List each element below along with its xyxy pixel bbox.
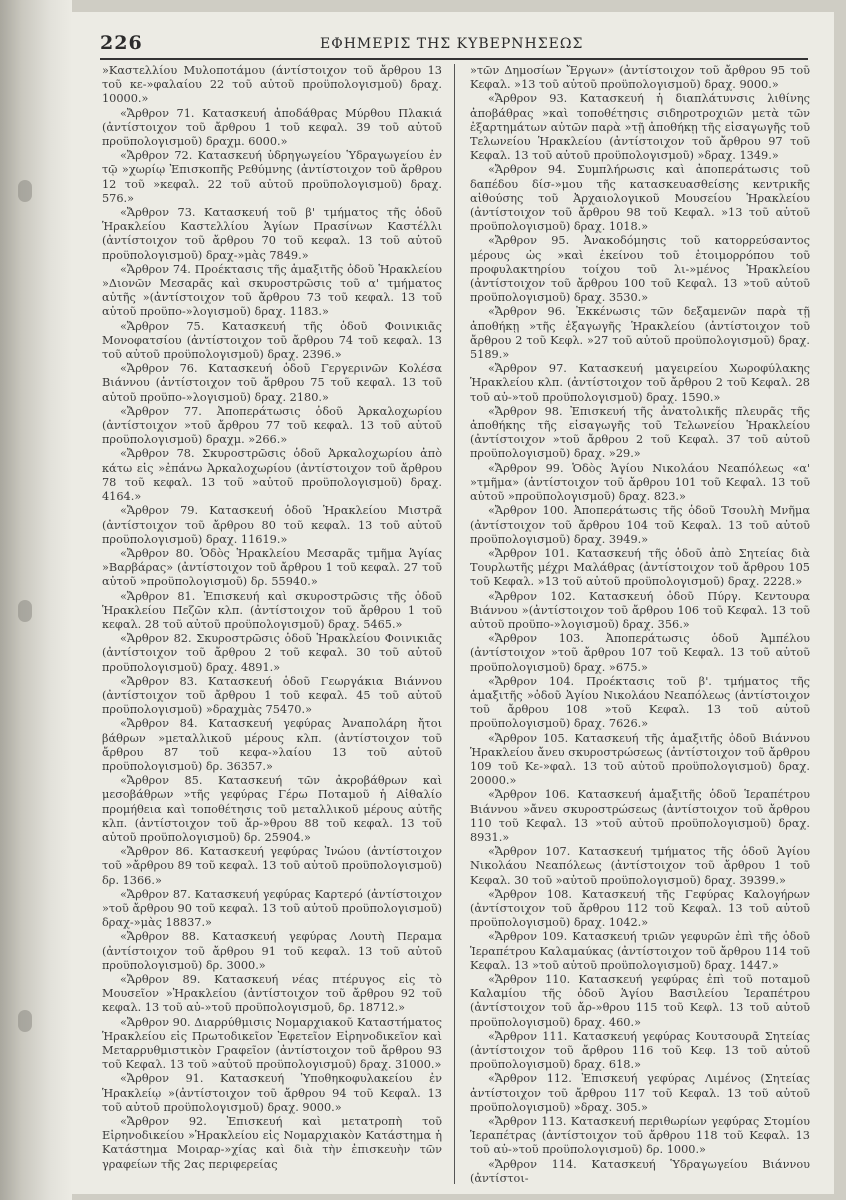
article-paragraph: «Ἄρθρον 86. Κατασκευή γεφύρας Ἰνώου (ἀντίστοιχον τοῦ »ἄρθρου 89 τοῦ κεφαλ. 13 τοῦ αὐτοῦ προϋπολογισμοῦ) δρ. 1366.» [102, 845, 442, 887]
article-paragraph: «Ἄρθρον 78. Σκυροστρῶσις ὁδοῦ Ἀρκαλοχωρίου ἀπὸ κάτω εἰς »ἐπάνω Ἀρκαλοχωρίου (ἀντίστοιχον τοῦ ἄρθρου 78 τοῦ κεφαλ. 13 τοῦ »αὐτοῦ προϋπολογισμοῦ) δραχ. 4164.» [102, 447, 442, 504]
article-paragraph: «Ἄρθρον 82. Σκυροστρῶσις ὁδοῦ Ἡρακλείου Φοινικιᾶς (ἀντίστοιχον τοῦ ἄρθρου 2 τοῦ κεφαλ. 30 τοῦ αὐτοῦ προϋπολογισμοῦ) δραχ. 4891.» [102, 632, 442, 674]
article-paragraph: «Ἄρθρον 107. Κατασκευή τμήματος τῆς ὁδοῦ Ἁγίου Νικολάου Νεαπόλεως (ἀντίστοιχον τοῦ ἄρθρου 1 τοῦ Κεφαλ. 30 τοῦ »αὐτοῦ προϋπολογισμοῦ) δραχ. 39399.» [470, 845, 810, 887]
article-paragraph: «Ἄρθρον 102. Κατασκευή ὁδοῦ Πύργ. Κεντουρα Βιάννου »(ἀντίστοιχον τοῦ ἄρθρου 106 τοῦ Κεφαλ. 13 τοῦ αὐτοῦ προϋπο-»λογισμοῦ) δραχ. 356.» [470, 589, 810, 631]
article-paragraph: «Ἄρθρον 105. Κατασκευή τῆς ἁμαξιτῆς ὁδοῦ Βιάννου Ἡρακλείου ἄνευ σκυροστρώσεως (ἀντίστοιχον τοῦ ἄρθρου 109 τοῦ Κε-»φαλ. 13 τοῦ αὐτοῦ προϋπολογισμοῦ) δραχ. 20000.» [470, 731, 810, 788]
article-paragraph: «Ἄρθρον 108. Κατασκευή τῆς Γεφύρας Καλογήρων (ἀντίστοιχον τοῦ ἄρθρου 112 τοῦ Κεφαλ. 13 τοῦ αὐτοῦ προϋπολογισμοῦ) δραχ. 1042.» [470, 887, 810, 930]
article-paragraph: «Ἄρθρον 100. Ἀποπεράτωσις τῆς ὁδοῦ Τσουλὴ Μνῆμα (ἀντίστοιχον τοῦ ἄρθρου 104 τοῦ Κεφαλ. 13 τοῦ αὐτοῦ προϋπολογισμοῦ) δραχ. 3949.» [470, 504, 810, 546]
article-paragraph: «Ἄρθρον 89. Κατασκευή νέας πτέρυγος εἰς τὸ Μουσεῖον »Ἡρακλείου (ἀντίστοιχον τοῦ ἄρθρου 92 τοῦ κεφαλ. 13 τοῦ αὐ-»τοῦ προϋπολογισμοῦ, δρ. 18712.» [102, 973, 442, 1015]
article-paragraph: «Ἄρθρον 76. Κατασκευή ὁδοῦ Γεργερινῶν Κολέσα Βιάννου (ἀντίστοιχον τοῦ ἄρθρου 75 τοῦ κεφαλ. 13 τοῦ αὐτοῦ προϋπο-»λογισμοῦ) δραχ. 2180.» [102, 362, 442, 404]
article-paragraph: «Ἄρθρον 98. Ἐπισκευή τῆς ἀνατολικῆς πλευρᾶς τῆς ἀποθήκης τῆς εἰσαγωγῆς τοῦ Τελωνείου Ἡρακλείου (ἀντίστοιχον »τοῦ ἄρθρου 2 τοῦ Κεφαλ. 37 τοῦ αὐτοῦ προϋπολογισμοῦ) δραχ. »29.» [470, 404, 810, 461]
article-paragraph: «Ἄρθρον 79. Κατασκευή ὁδοῦ Ἡρακλείου Μιστρᾶ (ἀντίστοιχον τοῦ ἄρθρου 80 τοῦ κεφαλ. 13 τοῦ αὐτοῦ προϋπολογισμοῦ) δραχ. 11619.» [102, 504, 442, 546]
article-paragraph: «Ἄρθρον 75. Κατασκευή τῆς ὁδοῦ Φοινικιᾶς Μονοφατσίου (ἀντίστοιχον τοῦ ἄρθρου 74 τοῦ κεφαλ. 13 τοῦ αὐτοῦ προϋπολογισμοῦ) δραχ. 2396.» [102, 319, 442, 362]
running-title: ΕΦΗΜΕΡΙΣ ΤΗΣ ΚΥΒΕΡΝΗΣΕΩΣ [320, 36, 584, 52]
article-paragraph: «Ἄρθρον 113. Κατασκευή περιθωρίων γεφύρας Στομίου Ἱεραπέτρας (ἀντίστοιχον τοῦ ἄρθρου 118 τοῦ Κεφαλ. 13 τοῦ αὐ-»τοῦ προϋπολογισμοῦ) δρ. 1000.» [470, 1115, 810, 1157]
article-paragraph: «Ἄρθρον 112. Ἐπισκευή γεφύρας Λιμένος (Σητείας ἀντίστοιχον τοῦ ἄρθρου 117 τοῦ Κεφαλ. 13 τοῦ αὐτοῦ προϋπολογισμοῦ) »δραχ. 305.» [470, 1072, 810, 1114]
article-paragraph: «Ἄρθρον 72. Κατασκευή ὑδρηγωγείου Ὑδραγωγείου ἐν τῷ »χωρίῳ Ἐπισκοπῆς Ρεθύμνης (ἀντίστοιχον τοῦ ἄρθρου 12 τοῦ »κεφαλ. 22 τοῦ αὐτοῦ προϋπολογισμοῦ) δραχ. 576.» [102, 149, 442, 205]
article-paragraph: «Ἄρθρον 109. Κατασκευή τριῶν γεφυρῶν ἐπὶ τῆς ὁδοῦ Ἱεραπέτρου Καλαμαύκας (ἀντίστοιχον τοῦ ἄρθρου 114 τοῦ Κεφαλ. 13 »τοῦ αὐτοῦ προϋπολογισμοῦ) δραχ. 1447.» [470, 930, 810, 972]
article-paragraph: «Ἄρθρον 95. Ἀνακοδόμησις τοῦ κατορρεύσαντος μέρους ὡς »καὶ ἐκείνου τοῦ ἑτοιμορρόπου τοῦ προφυλακτηρίου τοίχου τοῦ λι-»μένος Ἡρακλείου (ἀντίστοιχον τοῦ ἄρθρου 100 τοῦ Κεφαλ. 13 »τοῦ αὐτοῦ προϋπολογισμοῦ) δραχ. 3530.» [470, 234, 810, 305]
binding-hole [18, 1010, 32, 1032]
binding-hole [18, 600, 32, 622]
article-paragraph: «Ἄρθρον 114. Κατασκευή Ὑδραγωγείου Βιάννου (ἀντίστοι- [470, 1157, 810, 1185]
column-divider [454, 64, 455, 1184]
article-paragraph: «Ἄρθρον 85. Κατασκευή τῶν ἀκροβάθρων καὶ μεσοβάθρων »τῆς γεφύρας Γέρω Ποταμοῦ ἡ Αἰθαλίο προμήθεια καὶ τοποθέτησις τοῦ μεταλλικοῦ μέρους αὐτῆς κλπ. (ἀντίστοιχον τοῦ ἄρ-»θρου 88 τοῦ κεφαλ. 13 τοῦ αὐτοῦ προϋπολογισμοῦ) δρ. 25904.» [102, 774, 442, 844]
article-paragraph: «Ἄρθρον 74. Προέκτασις τῆς ἁμαξιτῆς ὁδοῦ Ἡρακλείου »Διονῶν Μεσαρᾶς καὶ σκυροστρῶσις τοῦ α' τμήματος αὐτῆς »(ἀντίστοιχον τοῦ ἄρθρου 73 τοῦ κεφαλ. 13 τοῦ αὐτοῦ προϋπο-»λογισμοῦ) δραχ. 1183.» [102, 262, 442, 319]
page-binding-edge [0, 0, 72, 1200]
article-paragraph: «Ἄρθρον 84. Κατασκευή γεφύρας Ἀναπολάρη ἤτοι βάθρων »μεταλλικοῦ μέρους κλπ. (ἀντίστοιχον τοῦ ἄρθρου 87 τοῦ κεφα-»λαίου 13 τοῦ αὐτοῦ προϋπολογισμοῦ) δρ. 36357.» [102, 717, 442, 773]
gazette-page [72, 12, 834, 1194]
article-paragraph: «Ἄρθρον 110. Κατασκευή γεφύρας ἐπὶ τοῦ ποταμοῦ Καλαμίου τῆς ὁδοῦ Ἁγίου Βασιλείου Ἱεραπέτρου (ἀντίστοιχον τοῦ ἄρ-»θρου 115 τοῦ Κεφλ. 13 τοῦ αὐτοῦ προϋπολογισμοῦ) δραχ. 460.» [470, 973, 810, 1029]
article-paragraph: «Ἄρθρον 90. Διαρρύθμισις Νομαρχιακοῦ Καταστήματος Ἡρακλείου εἰς Πρωτοδικεῖον Ἐφετεῖον Εἰρηνοδικεῖον καὶ Μεταρρυθμιστικὸν Γραφεῖον (ἀντίστοιχον τοῦ ἄρθρου 93 τοῦ Κεφαλ. 13 τοῦ »αὐτοῦ προϋπολογισμοῦ) δραχ. 31000.» [102, 1015, 442, 1072]
article-paragraph: «Ἄρθρον 80. Ὁδὸς Ἡρακλείου Μεσαρᾶς τμῆμα Ἁγίας »Βαρβάρας» (ἀντίστοιχον τοῦ ἄρθρου 1 τοῦ κεφαλ. 27 τοῦ αὐτοῦ »προϋπολογισμοῦ) δρ. 55940.» [102, 546, 442, 589]
article-paragraph: »Καστελλίου Μυλοποτάμου (άντίστοιχον τοῦ ἄρθρου 13 τοῦ κε-»φαλαίου 22 τοῦ αὐτοῦ προϋπολογισμοῦ) δραχ. 10000.» [102, 64, 442, 106]
article-paragraph: «Ἄρθρον 97. Κατασκευή μαγειρείου Χωροφύλακης Ἡρακλείου κλπ. (ἀντίστοιχον τοῦ ἄρθρου 2 τοῦ Κεφαλ. 28 τοῦ αὐ-»τοῦ προϋπολογισμοῦ) δραχ. 1590.» [470, 362, 810, 404]
page-header [100, 28, 808, 60]
binding-hole [18, 180, 32, 202]
article-paragraph: «Ἄρθρον 106. Κατασκευή ἁμαξιτῆς ὁδοῦ Ἱεραπέτρου Βιάννου »ἄνευ σκυροστρώσεως (ἀντίστοιχον τοῦ ἄρθρου 110 τοῦ Κεφαλ. 13 »τοῦ αὐτοῦ προϋπολογισμοῦ) δραχ. 8931.» [470, 788, 810, 844]
article-paragraph: «Ἄρθρον 94. Συμπλήρωσις καὶ ἀποπεράτωσις τοῦ δαπέδου δίσ-»μου τῆς κατασκευασθείσης κεντρικῆς αἰθούσης τοῦ Ἀρχαιολογικοῦ Μουσείου Ἡρακλείου (ἀντίστοιχον τοῦ ἄρθρου 98 τοῦ Κεφαλ. »13 τοῦ αὐτοῦ προϋπολογισμοῦ) δραχ. 1018.» [470, 163, 810, 234]
article-paragraph: «Ἄρθρον 101. Κατασκευή τῆς ὁδοῦ ἀπὸ Σητείας διὰ Τουρλωτῆς μέχρι Μαλάθρας (ἀντίστοιχον τοῦ ἄρθρου 105 τοῦ Κεφαλ. »13 τοῦ αὐτοῦ προϋπολογισμοῦ) δραχ. 2228.» [470, 546, 810, 589]
article-paragraph: «Ἄρθρον 92. Ἐπισκευή καὶ μετατροπὴ τοῦ Εἰρηνοδικείου »Ἡρακλείου εἰς Νομαρχιακὸν Κατάστημα ἡ Κατάστημα Μοιραρ-»χίας καὶ διὰ τὴν ἐπισκευὴν τῶν γραφείων τῆς 2ας περιφερείας [102, 1115, 442, 1171]
article-paragraph: «Ἄρθρον 103. Ἀποπεράτωσις ὁδοῦ Ἀμπέλου (ἀντίστοιχον »τοῦ ἄρθρου 107 τοῦ Κεφαλ. 13 τοῦ αὐτοῦ προϋπολογισμοῦ) δραχ. »675.» [470, 632, 810, 674]
article-paragraph: «Ἄρθρον 96. Ἐκκένωσις τῶν δεξαμενῶν παρὰ τῇ ἀποθήκῃ »τῆς ἐξαγωγῆς Ἡρακλείου (ἀντίστοιχον τοῦ ἄρθρου 2 τοῦ Κεφλ. »27 τοῦ αὐτοῦ προϋπολογισμοῦ) δραχ. 5189.» [470, 305, 810, 362]
article-paragraph: «Ἄρθρον 93. Κατασκευή ἡ διαπλάτυνσις λιθίνης ἀποβάθρας »καὶ τοποθέτησις σιδηροτροχιῶν μετὰ τῶν ἐξαρτημάτων αὐτῶν παρὰ »τῇ ἀποθήκῃ τῆς εἰσαγωγῆς τοῦ Τελωνείου Ἡρακλείου (ἀντίστοιχον τοῦ ἄρθρου 97 τοῦ Κεφαλ. 13 τοῦ αὐτοῦ προϋπολογισμοῦ) »δραχ. 1349.» [470, 92, 810, 163]
article-paragraph: «Ἄρθρον 77. Ἀποπεράτωσις ὁδοῦ Ἀρκαλοχωρίου (ἀντίστοιχον »τοῦ ἄρθρου 77 τοῦ κεφαλ. 13 τοῦ αὐτοῦ προϋπολογισμοῦ) δραχμ. »266.» [102, 404, 442, 447]
article-paragraph: «Ἄρθρον 99. Ὁδὸς Ἁγίου Νικολάου Νεαπόλεως «α' »τμῆμα» (ἀντίστοιχον τοῦ ἄρθρου 101 τοῦ Κεφαλ. 13 τοῦ αὐτοῦ »προϋπολογισμοῦ) δραχ. 823.» [470, 461, 810, 504]
left-column [102, 64, 442, 1188]
article-paragraph: «Ἄρθρον 71. Κατασκευή ἀποδάθρας Μύρθου Πλακιά (ἀντίστοιχον τοῦ ἄρθρου 1 τοῦ κεφαλ. 39 τοῦ αὐτοῦ προϋπολογισμοῦ) δραχμ. 6000.» [102, 106, 442, 149]
right-column [470, 64, 810, 1188]
article-paragraph: «Ἄρθρον 111. Κατασκευή γεφύρας Κουτσουρᾶ Σητείας (ἀντίστοιχον τοῦ ἄρθρου 116 τοῦ Κεφ. 13 τοῦ αὐτοῦ προϋπολογισμοῦ) δραχ. 618.» [470, 1029, 810, 1072]
article-paragraph: «Ἄρθρον 88. Κατασκευή γεφύρας Λουτὴ Περαμα (ἀντίστοιχον τοῦ ἄρθρου 91 τοῦ κεφαλ. 13 τοῦ αὐτοῦ προϋπολογισμοῦ) δρ. 3000.» [102, 930, 442, 972]
article-paragraph: «Ἄρθρον 91. Κατασκευή Ὑποθηκοφυλακείου ἐν Ἡρακλείῳ »(ἀντίστοιχον τοῦ ἄρθρου 94 τοῦ Κεφαλ. 13 τοῦ αὐτοῦ προϋπολογισμοῦ) δραχ. 9000.» [102, 1072, 442, 1114]
article-paragraph: »τῶν Δημοσίων Ἔργων» (ἀντίστοιχον τοῦ ἄρθρου 95 τοῦ Κεφαλ. »13 τοῦ αὐτοῦ προϋπολογισμοῦ) δραχ. 9000.» [470, 64, 810, 92]
article-paragraph: «Ἄρθρον 104. Προέκτασις τοῦ β'. τμήματος τῆς ἁμαξιτῆς »ὁδοῦ Ἁγίου Νικολάου Νεαπόλεως (ἀντίστοιχον τοῦ ἄρθρου 108 »τοῦ Κεφαλ. 13 τοῦ αὐτοῦ προϋπολογισμοῦ) δραχ. 7626.» [470, 674, 810, 731]
article-paragraph: «Ἄρθρον 87. Κατασκευή γεφύρας Καρτερό (ἀντίστοιχον »τοῦ ἄρθρου 90 τοῦ κεφαλ. 13 τοῦ αὐτοῦ προϋπολογισμοῦ) δραχ-»μὰς 18837.» [102, 887, 442, 930]
article-paragraph: «Ἄρθρον 81. Ἐπισκευή καὶ σκυροστρῶσις τῆς ὁδοῦ Ἡρακλείου Πεζῶν κλπ. (ἀντίστοιχον τοῦ ἄρθρου 1 τοῦ κεφαλ. 28 τοῦ αὐτοῦ προϋπολογισμοῦ) δραχ. 5465.» [102, 589, 442, 631]
article-paragraph: «Ἄρθρον 73. Κατασκευή τοῦ β' τμήματος τῆς ὁδοῦ Ἡρακλείου Καστελλίου Ἁγίων Πρασίνων Καστέλλι (ἀντίστοιχον τοῦ ἄρθρου 70 τοῦ κεφαλ. 13 τοῦ αὐτοῦ προϋπολογισμοῦ) δραχ-»μὰς 7849.» [102, 206, 442, 262]
article-paragraph: «Ἄρθρον 83. Κατασκευή ὁδοῦ Γεωργάκια Βιάννου (ἀντίστοιχον τοῦ ἄρθρου 1 τοῦ κεφαλ. 45 τοῦ αὐτοῦ προϋπολογισμοῦ) »δραχμὰς 75470.» [102, 674, 442, 717]
page-number: 226 [100, 32, 143, 54]
